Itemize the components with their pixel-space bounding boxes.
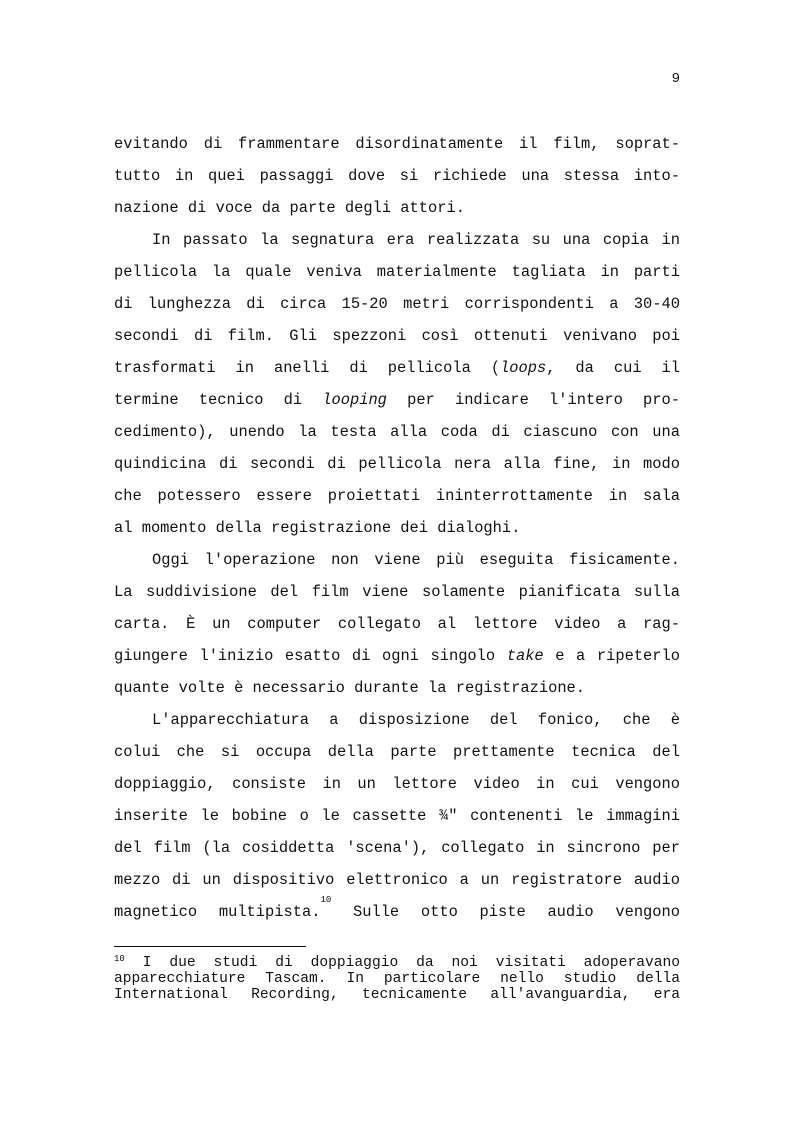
text-span: per indicare l'intero pro- — [386, 391, 680, 409]
footnote-separator — [114, 946, 306, 947]
footnote-reference: 10 — [320, 896, 332, 905]
text-span: giungere l'inizio esatto di ogni singolo — [114, 647, 507, 665]
text-line: nazione di voce da parte degli attori. — [114, 199, 465, 217]
text-span: e a ripeterlo — [543, 647, 680, 665]
text-line: al momento della registrazione dei dialoghi. — [114, 519, 521, 537]
text-line: che potessero essere proiettati ininterrottamente in sala — [114, 487, 680, 505]
footnote-line: International Recording, tecnicamente all'avanguardia, era — [114, 987, 680, 1003]
text-line: colui che si occupa della parte prettamente tecnica del — [114, 743, 680, 761]
italic-term: loops — [500, 359, 547, 377]
text-line: quante volte è necessario durante la registrazione. — [114, 679, 586, 697]
text-line: cedimento), unendo la testa alla coda di ciascuno con una — [114, 423, 680, 441]
text-line: secondi di film. Gli spezzoni così ottenuti venivano poi — [114, 327, 680, 345]
text-line: di lunghezza di circa 15-20 metri corrispondenti a 30-40 — [114, 295, 680, 313]
body-text — [114, 128, 680, 928]
text-line: evitando di frammentare disordinatamente il film, soprat- — [114, 135, 680, 153]
text-line: inserite le bobine o le cassette ¾" contenenti le immagini — [114, 807, 680, 825]
text-line: pellicola la quale veniva materialmente tagliata in parti — [114, 263, 680, 281]
text-span: I due studi di doppiaggio da noi visitati adoperavano — [124, 955, 680, 971]
italic-term: take — [506, 647, 544, 665]
italic-term: looping — [322, 391, 387, 409]
text-line: doppiaggio, consiste in un lettore video in cui vengono — [114, 775, 680, 793]
text-span: magnetico multipista. — [114, 903, 321, 921]
footnote-marker: 10 — [114, 955, 125, 964]
text-line: In passato la segnatura era realizzata su una copia in — [152, 231, 680, 249]
text-line: carta. È un computer collegato al lettore video a rag- — [114, 615, 680, 633]
page-number: 9 — [671, 71, 680, 87]
text-line — [114, 896, 680, 928]
text-line — [114, 640, 680, 672]
text-line: L'apparecchiatura a disposizione del fonico, che è — [152, 711, 680, 729]
text-line: mezzo di un dispositivo elettronico a un registratore audio — [114, 871, 680, 889]
text-span: , da cui il — [546, 359, 680, 377]
footnote-line — [114, 955, 680, 971]
text-line — [114, 384, 680, 416]
footnote-line: apparecchiature Tascam. In particolare nello studio della — [114, 971, 680, 987]
text-line: del film (la cosiddetta 'scena'), collegato in sincrono per — [114, 839, 680, 857]
text-line — [114, 352, 680, 384]
text-span: trasformati in anelli di pellicola ( — [114, 359, 501, 377]
footnote — [114, 955, 680, 1003]
text-line: La suddivisione del film viene solamente pianificata sulla — [114, 583, 680, 601]
text-span: Sulle otto piste audio vengono — [331, 903, 680, 921]
text-span: termine tecnico di — [114, 391, 323, 409]
text-line: quindicina di secondi di pellicola nera alla fine, in modo — [114, 455, 680, 473]
text-line: Oggi l'operazione non viene più eseguita fisicamente. — [152, 551, 680, 569]
text-line: tutto in quei passaggi dove si richiede una stessa into- — [114, 167, 680, 185]
